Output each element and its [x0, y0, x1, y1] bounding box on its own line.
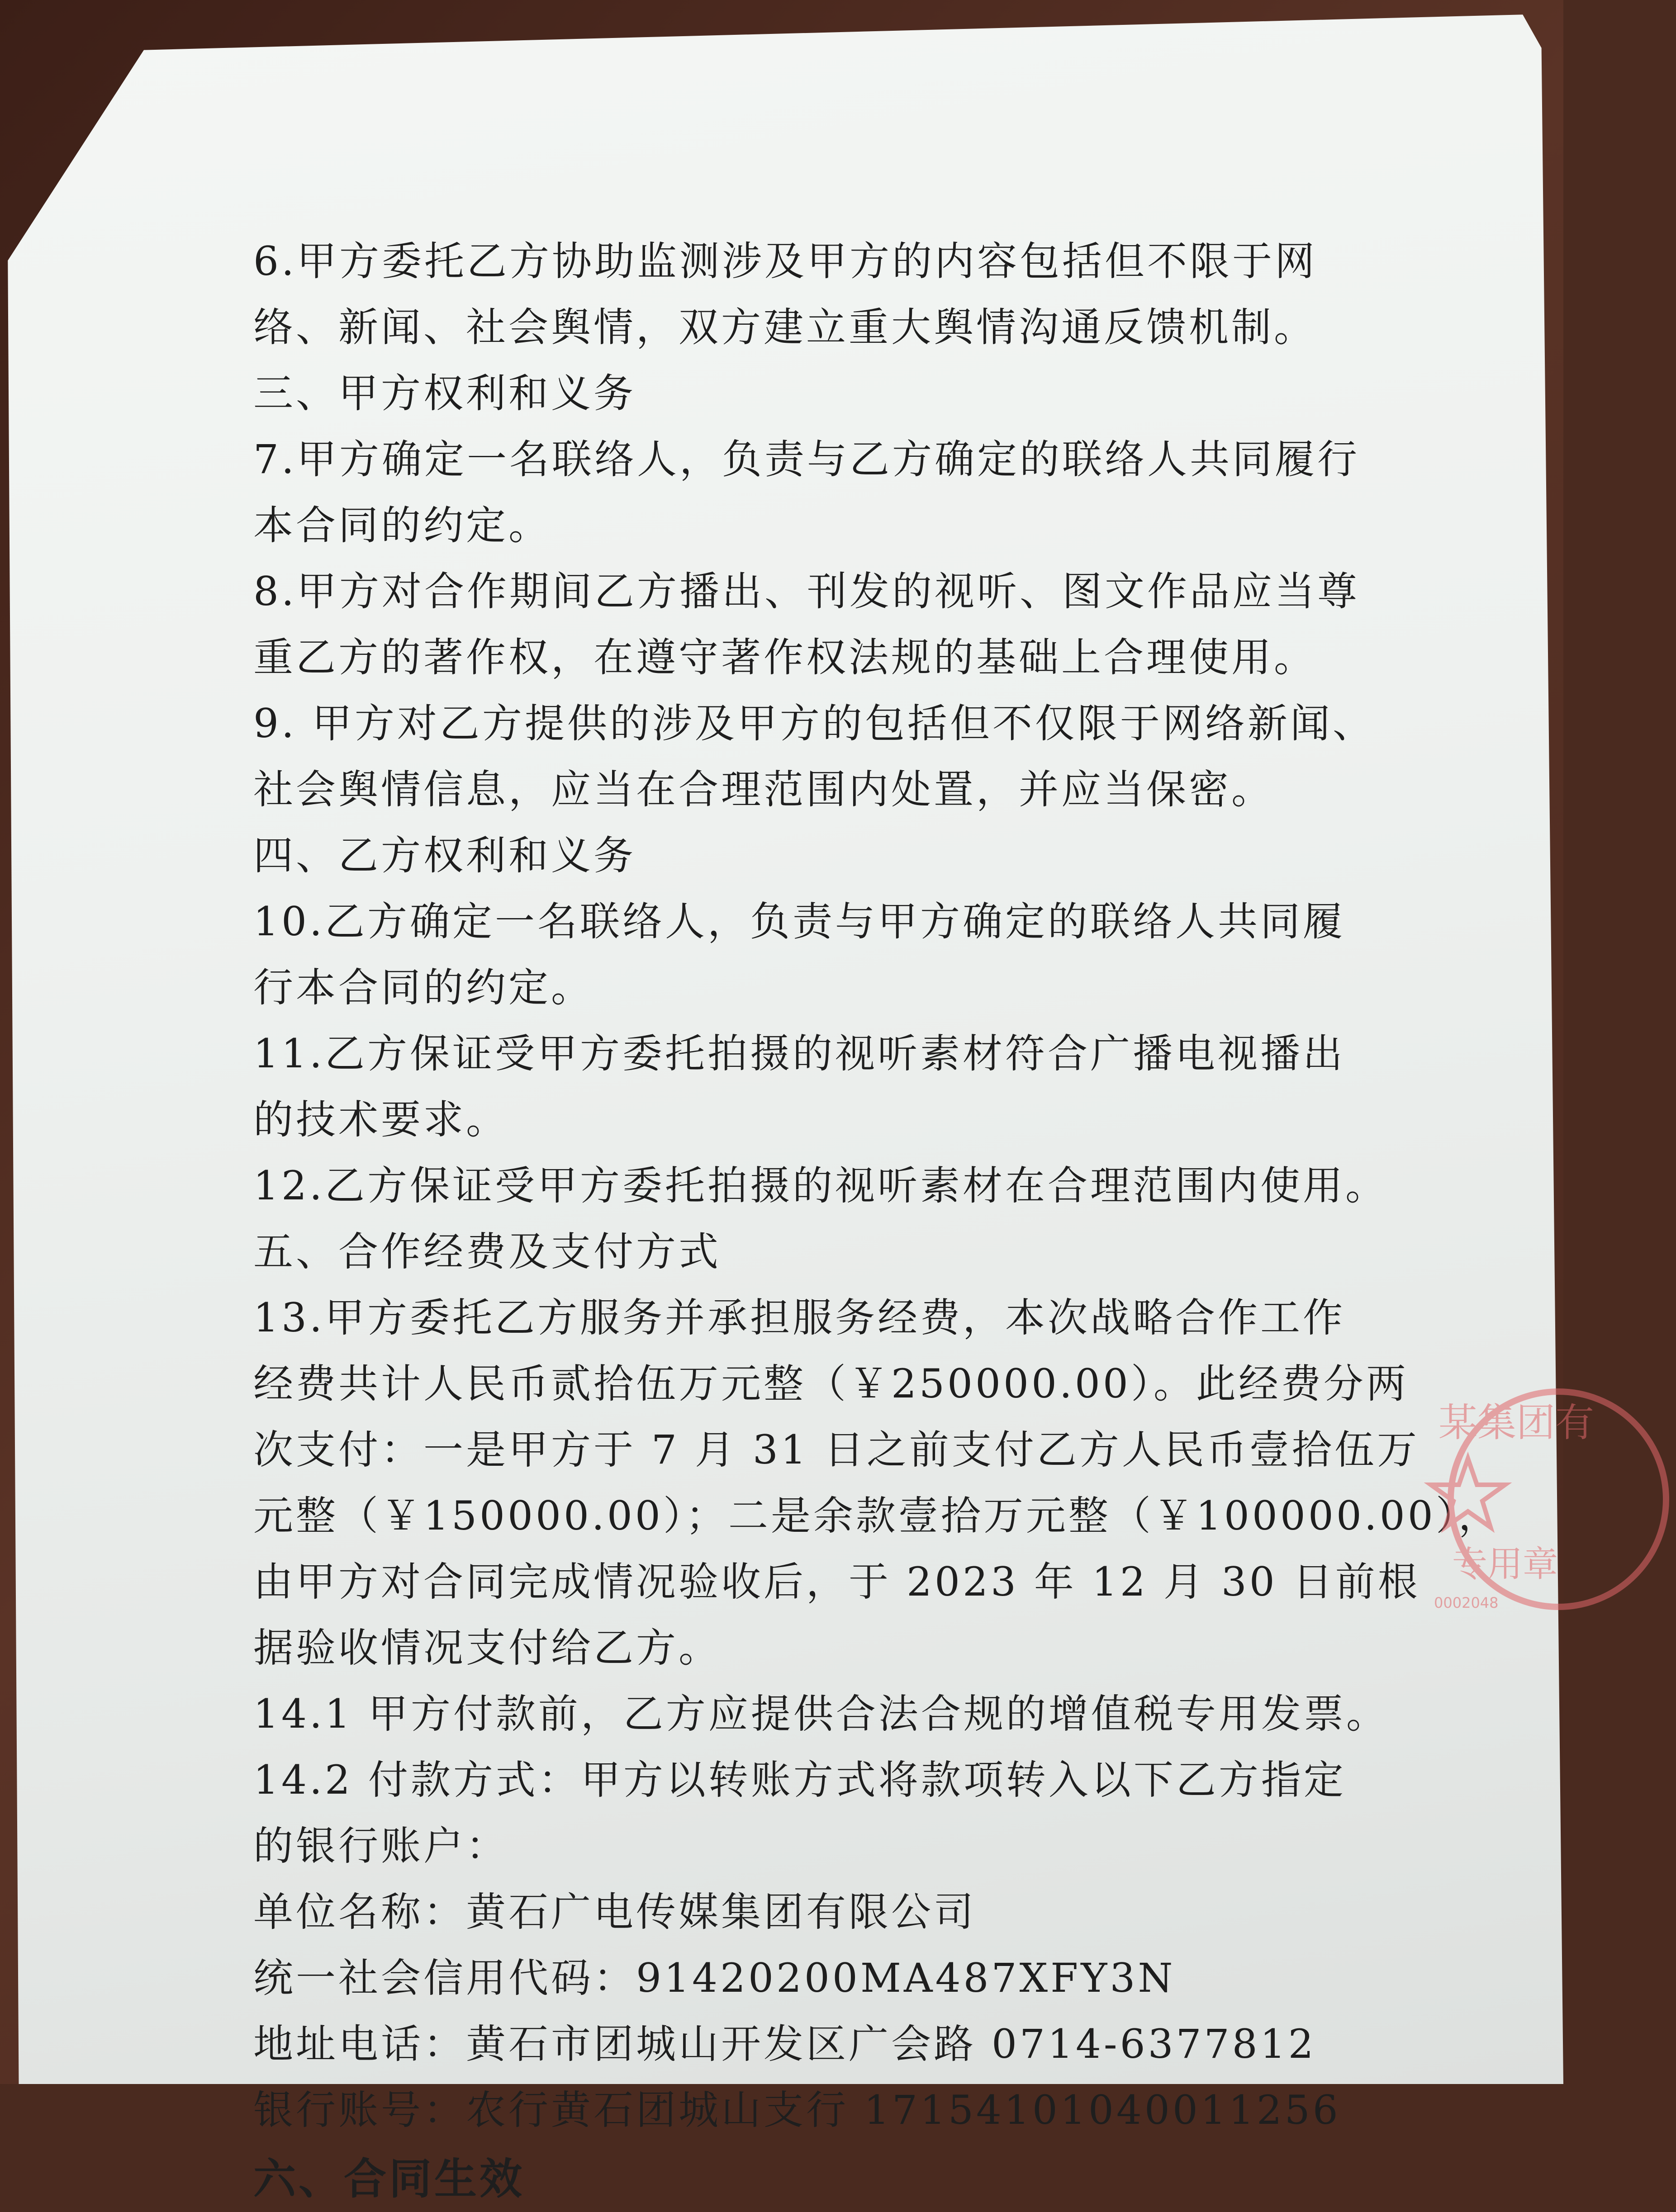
section-heading: 三、甲方权利和义务	[253, 370, 636, 417]
section-heading-effect: 六、合同生效	[253, 2154, 525, 2204]
seal-code: 0002048	[1434, 1594, 1499, 1611]
text-line: 8.甲方对合作期间乙方播出、刊发的视听、图文作品应当尊	[253, 568, 1360, 615]
text-line: 重乙方的著作权，在遵守著作权法规的基础上合理使用。	[253, 634, 1317, 681]
bank-account: 银行账号：农行黄石团城山支行 17154101040011256	[253, 2087, 1341, 2133]
text-line: 13.甲方委托乙方服务并承担服务经费，本次战略合作工作	[253, 1294, 1345, 1341]
text-line: 行本合同的约定。	[253, 964, 594, 1011]
text-line: 11.乙方保证受甲方委托拍摄的视听素材符合广播电视播出	[253, 1030, 1345, 1077]
text-line: 由甲方对合同完成情况验收后，于 2023 年 12 月 30 日前根	[253, 1558, 1420, 1605]
text-line: 7.甲方确定一名联络人，负责与乙方确定的联络人共同履行	[253, 436, 1360, 483]
text-line: 社会舆情信息，应当在合理范围内处置，并应当保密。	[253, 766, 1274, 813]
bank-unit-name: 单位名称：黄石广电传媒集团有限公司	[253, 1889, 977, 1935]
seal-star-icon	[1431, 1459, 1505, 1527]
credit-code: 统一社会信用代码：91420200MA487XFY3N	[253, 1955, 1176, 2001]
text-line: 据验收情况支付给乙方。	[253, 1625, 722, 1671]
text-line: 14.1 甲方付款前，乙方应提供合法合规的增值税专用发票。	[253, 1691, 1389, 1737]
text-line: 本合同的约定。	[253, 502, 551, 549]
company-seal	[1434, 1382, 1676, 1617]
text-line: 14.2 付款方式：甲方以转账方式将款项转入以下乙方指定	[253, 1757, 1346, 1803]
text-line: 元整（￥150000.00）；二是余款壹拾万元整（￥100000.00），	[253, 1492, 1501, 1539]
seal-text-bottom: 专用章	[1452, 1544, 1558, 1585]
section-heading: 四、乙方权利和义务	[253, 832, 636, 879]
seal-text-top: 某集团有	[1439, 1400, 1594, 1445]
address-phone: 地址电话：黄石市团城山开发区广会路 0714-6377812	[253, 2021, 1316, 2067]
text-line: 次支付：一是甲方于 7 月 31 日之前支付乙方人民币壹拾伍万	[253, 1426, 1420, 1473]
text-line: 10.乙方确定一名联络人，负责与甲方确定的联络人共同履	[253, 898, 1345, 945]
text-line: 12.乙方保证受甲方委托拍摄的视听素材在合理范围内使用。	[253, 1162, 1388, 1209]
text-line: 6.甲方委托乙方协助监测涉及甲方的内容包括但不限于网	[253, 238, 1317, 284]
section-heading: 五、合作经费及支付方式	[253, 1228, 722, 1275]
text-line: 络、新闻、社会舆情，双方建立重大舆情沟通反馈机制。	[253, 304, 1317, 351]
text-line: 的银行账户：	[253, 1823, 509, 1869]
text-line: 的技术要求。	[253, 1096, 509, 1143]
text-line: 9. 甲方对乙方提供的涉及甲方的包括但不仅限于网络新闻、	[253, 700, 1375, 747]
text-line: 经费共计人民币贰拾伍万元整（￥250000.00）。此经费分两	[253, 1360, 1409, 1407]
